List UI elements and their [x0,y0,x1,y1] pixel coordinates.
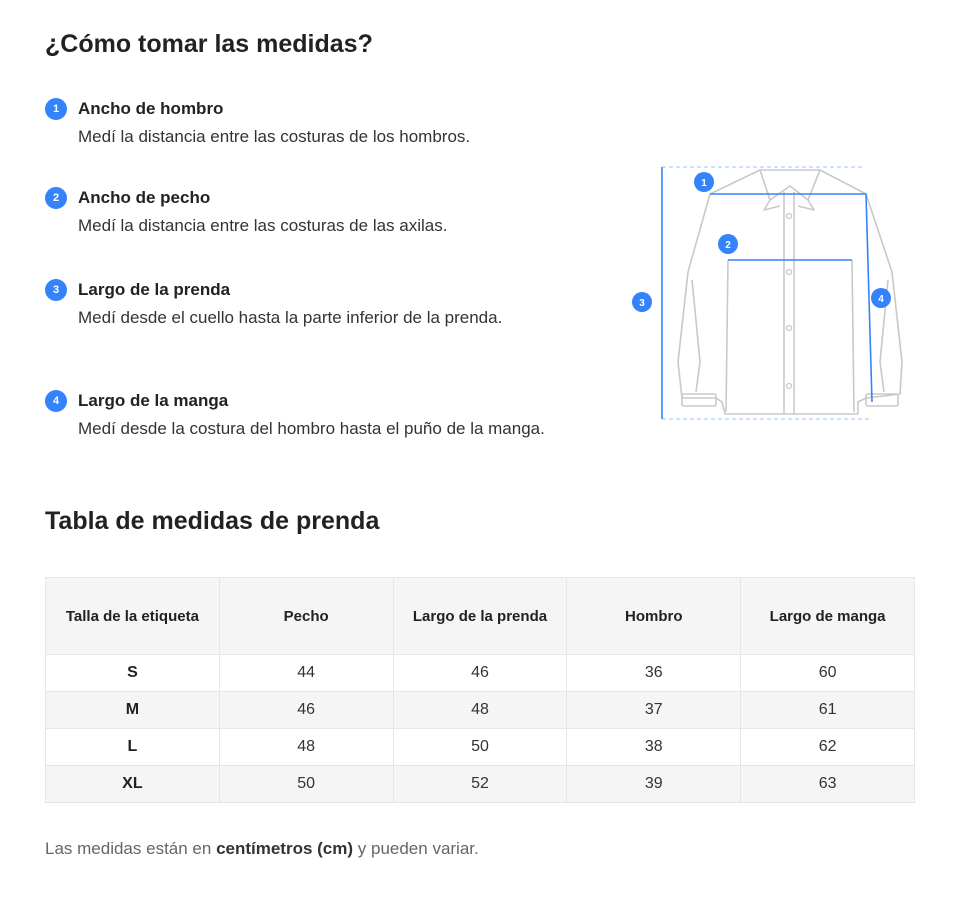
table-cell: 46 [219,692,393,729]
footnote-prefix: Las medidas están en [45,839,217,858]
table-cell: 48 [219,729,393,766]
table-row [46,692,915,729]
table-cell: 36 [567,655,741,692]
svg-text:2: 2 [725,240,731,251]
step-title: Ancho de hombro [78,99,224,118]
size-table-title: Tabla de medidas de prenda [45,507,380,535]
footnote-suffix: y pueden variar. [353,839,479,858]
step-description: Medí la distancia entre las costuras de los hombros. [78,127,471,146]
step-number-badge: 3 [45,279,67,301]
table-cell: 50 [393,729,567,766]
size-label-cell: L [46,729,220,766]
table-cell: 39 [567,766,741,803]
table-cell: 46 [393,655,567,692]
table-cell: 60 [741,655,915,692]
units-footnote [45,839,479,859]
column-header: Hombro [567,578,741,655]
shirt-diagram-icon [630,162,910,427]
table-cell: 63 [741,766,915,803]
table-header-row [46,578,915,655]
table-cell: 37 [567,692,741,729]
table-cell: 50 [219,766,393,803]
table-cell: 48 [393,692,567,729]
column-header: Largo de manga [741,578,915,655]
step-description: Medí desde la costura del hombro hasta el puño de la manga. [78,419,545,438]
svg-text:4: 4 [878,294,884,305]
step-number-badge: 2 [45,187,67,209]
svg-text:3: 3 [639,298,645,309]
step-shoulder-width [45,98,545,147]
step-garment-length [45,279,545,328]
table-cell: 62 [741,729,915,766]
step-title: Largo de la manga [78,391,229,410]
step-number-badge: 4 [45,390,67,412]
table-row [46,729,915,766]
step-title: Ancho de pecho [78,188,211,207]
table-row [46,766,915,803]
size-label-cell: XL [46,766,220,803]
marker-3 [632,292,652,312]
footnote-units: centímetros (cm) [216,839,354,858]
table-cell: 52 [393,766,567,803]
step-chest-width [45,187,545,236]
table-cell: 44 [219,655,393,692]
step-description: Medí la distancia entre las costuras de las axilas. [78,216,448,235]
column-header: Talla de la etiqueta [46,578,220,655]
marker-2 [718,234,738,254]
page-title: ¿Cómo tomar las medidas? [45,30,373,58]
column-header: Pecho [219,578,393,655]
step-sleeve-length [45,390,545,439]
table-cell: 38 [567,729,741,766]
table-row [46,655,915,692]
step-number-badge: 1 [45,98,67,120]
svg-text:1: 1 [701,178,707,189]
table-cell: 61 [741,692,915,729]
size-label-cell: M [46,692,220,729]
step-title: Largo de la prenda [78,280,231,299]
marker-1 [694,172,714,192]
size-table [45,577,915,803]
marker-4 [871,288,891,308]
step-description: Medí desde el cuello hasta la parte inferior de la prenda. [78,308,503,327]
size-label-cell: S [46,655,220,692]
column-header: Largo de la prenda [393,578,567,655]
